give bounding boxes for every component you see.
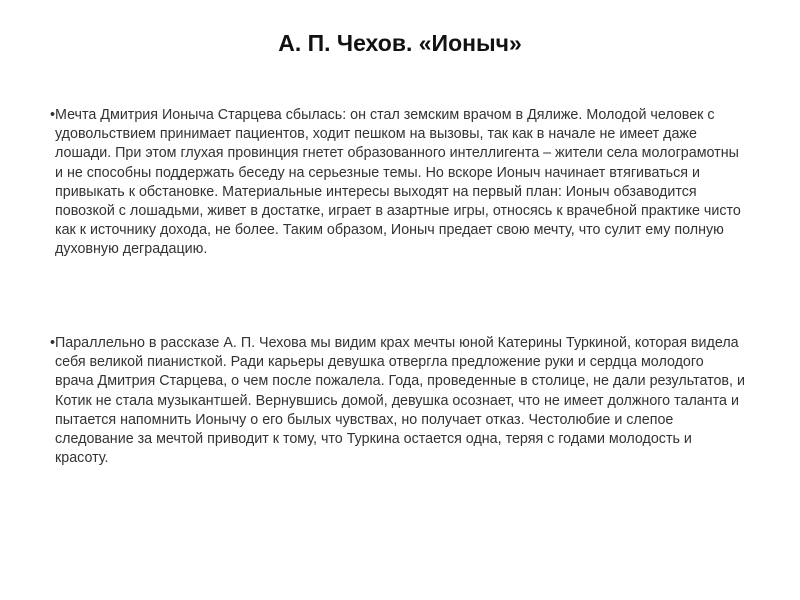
bullet-text-1: Мечта Дмитрия Ионыча Старцева сбылась: он стал земским врачом в Дялиже. Молодой человек с удовольствием принимает пациентов, ходит пешком на вызовы, так как в начале не имеет даже лошади. При этом глухая провинция гнетет образованного интеллигента – жители села мологрaмотны и не способны поддержать беседу на серьезные темы. Но вскоре Ионыч начинает втягиваться и привыкать к обстановке. Материальные интересы выходят на первый план: Ионыч обзаводится повозкой с лошадьми, живет в достатке, играет в азартные игры, относясь к врачебной практике чисто как к источнику дохода, не более. Таким образом, Ионыч предает свою мечту, что сулит ему полную духовную деградацию. xyxy=(55,107,741,258)
bullet-paragraph-2 xyxy=(50,334,746,468)
bullet-text-2: Параллельно в рассказе А. П. Чехова мы видим крах мечты юной Катерины Туркиной, которая видела себя великой пианисткой. Ради карьеры девушка отвергла предложение руки и сердца молодого врача Дмитрия Старцева, о чем после пожалела. Года, проведенные в столице, не дали результатов, и Котик не стала музыкантшей. Вернувшись домой, девушка осознает, что не имеет должного таланта и пытается напомнить Ионычу о его былых чувствах, но получает отказ. Честолюбие и слепое следование за мечтой приводит к тому, что Туркина остается одна, теряя с годами молодость и красоту. xyxy=(55,335,745,467)
bullet-paragraph-1 xyxy=(50,106,746,260)
slide-title: А. П. Чехов. «Ионыч» xyxy=(278,30,522,56)
bullet-marker: • xyxy=(50,335,56,351)
bullet-marker: • xyxy=(50,107,56,123)
